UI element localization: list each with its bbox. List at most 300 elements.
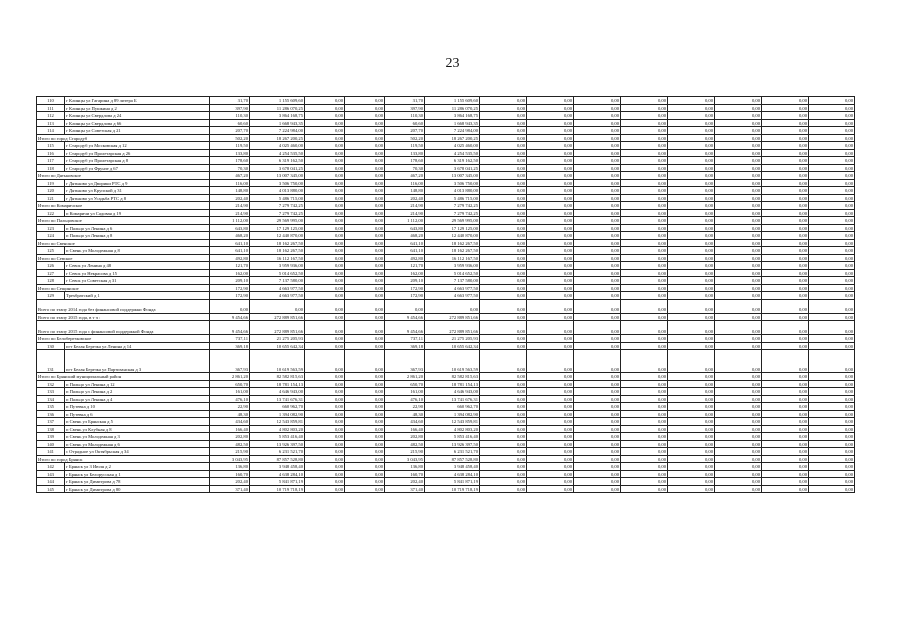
value-cell: 0,00 [715,410,762,418]
value-cell: 116,00 [385,179,425,187]
value-cell: 0,00 [345,410,385,418]
value-cell: 0,00 [480,217,527,225]
value-cell: 0,00 [305,277,345,285]
value-cell: 0,00 [574,164,621,172]
value-cell: 0,00 [762,440,809,448]
value-cell: 17 129 125,00 [425,224,480,232]
value-cell: 0,00 [809,179,855,187]
value-cell: 10 719 718,19 [250,485,305,493]
address-cell: г Севск ул Некрасова д 15 [65,269,210,277]
value-cell: 0,00 [574,299,621,313]
value-cell: 0,00 [715,284,762,292]
value-cell: 161,00 [385,388,425,396]
value-cell: 172,90 [210,284,250,292]
value-cell: 0,00 [715,254,762,262]
value-cell: 0,00 [668,485,715,493]
value-cell: 0,00 [621,157,668,165]
value-cell: 0,00 [527,217,574,225]
value-cell: 371,40 [210,485,250,493]
value-cell: 0,00 [715,350,762,373]
row-number: 114 [37,127,65,135]
value-cell: 0,00 [762,292,809,300]
value-cell: 70,30 [385,164,425,172]
value-cell: 0,00 [345,262,385,270]
value-cell: 0,00 [527,470,574,478]
subtotal-label: Итого по Белоберезковское [37,335,210,343]
value-cell: 0,00 [345,380,385,388]
value-cell: 0,00 [574,403,621,411]
value-cell: 178,60 [385,157,425,165]
value-cell: 0,00 [809,127,855,135]
value-cell: 0,00 [574,247,621,255]
value-cell: 9 454,66 [385,313,425,321]
value-cell: 0,00 [574,380,621,388]
value-cell: 0,00 [809,194,855,202]
value-cell: 0,00 [480,299,527,313]
address-cell: пгт Белая Березка ул Партизанская д 3 [65,350,210,373]
value-cell: 0,00 [480,380,527,388]
value-cell: 0,00 [668,418,715,426]
value-cell: 0,00 [574,342,621,350]
value-cell: 1 155 609,60 [250,97,305,105]
subtotal-row [37,455,855,463]
value-cell: 0,00 [574,194,621,202]
value-cell: 0,00 [574,335,621,343]
value-cell: 4 638 284,10 [425,470,480,478]
value-cell: 0,00 [668,217,715,225]
value-cell: 7 279 742,25 [425,209,480,217]
value-cell: 0,00 [762,321,809,335]
address-cell: п Путевка д 10 [65,403,210,411]
value-cell: 18 162 267,50 [425,247,480,255]
value-cell: 0,00 [345,217,385,225]
value-cell: 0,00 [345,172,385,180]
value-cell: 4 646 943,00 [425,388,480,396]
subtotal-row [37,134,855,142]
value-cell: 0,00 [480,142,527,150]
value-cell: 0,00 [480,157,527,165]
table-row [37,247,855,255]
value-cell: 0,00 [345,269,385,277]
table-row [37,164,855,172]
value-cell: 0,00 [668,478,715,486]
value-cell: 0,00 [305,292,345,300]
value-cell: 0,00 [809,425,855,433]
value-cell: 0,00 [305,254,345,262]
value-cell: 1 112,00 [385,217,425,225]
value-cell: 0,00 [574,350,621,373]
value-cell: 0,00 [809,440,855,448]
value-cell: 0,00 [809,254,855,262]
value-cell: 0,00 [715,217,762,225]
value-cell: 136,80 [385,463,425,471]
table-row [37,425,855,433]
value-cell: 0,00 [762,209,809,217]
value-cell: 18 162 267,50 [425,239,480,247]
table-row [37,470,855,478]
value-cell: 0,00 [574,127,621,135]
value-cell: 0,00 [668,157,715,165]
value-cell: 0,00 [574,313,621,321]
value-cell: 116,00 [210,179,250,187]
value-cell: 0,00 [715,388,762,396]
value-cell: 133,80 [210,149,250,157]
value-cell: 0,00 [668,232,715,240]
value-cell: 0,00 [385,299,425,313]
value-cell: 0,00 [668,313,715,321]
value-cell: 0,00 [480,470,527,478]
value-cell: 10 655 642,34 [425,342,480,350]
value-cell: 4 663 977,50 [250,292,305,300]
value-cell: 0,00 [345,485,385,493]
value-cell: 3 506 750,00 [250,179,305,187]
value-cell: 0,00 [809,157,855,165]
table-row [37,388,855,396]
value-cell: 0,00 [621,380,668,388]
value-cell: 367,93 [210,350,250,373]
value-cell: 0,00 [345,440,385,448]
value-cell: 0,00 [345,209,385,217]
value-cell: 0,00 [668,224,715,232]
value-cell: 0,00 [480,277,527,285]
value-cell: 148,80 [210,187,250,195]
value-cell: 0,00 [621,202,668,210]
value-cell: 0,00 [527,209,574,217]
value-cell: 0,00 [480,418,527,426]
value-cell: 10 619 563,59 [425,350,480,373]
value-cell: 0,00 [480,112,527,120]
value-cell: 0,00 [762,373,809,381]
value-cell: 0,00 [621,342,668,350]
value-cell: 9 454,66 [385,321,425,335]
value-cell: 0,00 [574,217,621,225]
value-cell: 1 394 082,90 [425,410,480,418]
table-row [37,269,855,277]
value-cell: 0,00 [345,335,385,343]
value-cell: 0,00 [809,395,855,403]
value-cell: 468,20 [210,232,250,240]
subtotal-row [37,321,855,335]
subtotal-row [37,239,855,247]
value-cell: 0,00 [480,164,527,172]
value-cell: 0,00 [809,478,855,486]
value-cell: 0,00 [305,224,345,232]
value-cell: 0,00 [305,112,345,120]
value-cell: 0,00 [480,433,527,441]
address-cell: Трехбратский д 1 [65,292,210,300]
table-row [37,224,855,232]
value-cell: 0,00 [305,134,345,142]
value-cell: 0,00 [715,448,762,456]
value-cell: 18 781 154,13 [425,380,480,388]
value-cell: 21 275 205,93 [250,335,305,343]
value-cell: 0,00 [345,388,385,396]
value-cell: 0,00 [480,187,527,195]
value-cell: 0,00 [715,425,762,433]
value-cell: 0,00 [715,455,762,463]
value-cell: 0,00 [527,321,574,335]
value-cell: 0,00 [668,254,715,262]
value-cell: 0,00 [668,350,715,373]
value-cell: 0,00 [345,149,385,157]
value-cell: 60,60 [210,119,250,127]
value-cell: 0,00 [345,470,385,478]
value-cell: 0,00 [621,142,668,150]
value-cell: 0,00 [715,232,762,240]
value-cell: 0,00 [715,342,762,350]
value-cell: 0,00 [762,299,809,313]
value-cell: 0,00 [809,388,855,396]
value-cell: 0,00 [621,269,668,277]
value-cell: 0,00 [621,254,668,262]
row-number: 138 [37,425,65,433]
value-cell: 0,00 [668,112,715,120]
value-cell: 0,00 [345,425,385,433]
value-cell: 0,00 [305,284,345,292]
value-cell: 482,50 [210,440,250,448]
value-cell: 0,00 [480,134,527,142]
value-cell: 0,00 [574,134,621,142]
value-cell: 12 543 859,81 [250,418,305,426]
value-cell: 0,00 [345,254,385,262]
row-number: 136 [37,410,65,418]
value-cell: 0,00 [668,127,715,135]
subtotal-row [37,172,855,180]
value-cell: 502,20 [210,134,250,142]
value-cell: 207,70 [385,127,425,135]
value-cell: 82 582 815,63 [250,373,305,381]
value-cell: 209,10 [385,277,425,285]
value-cell: 0,00 [527,292,574,300]
value-cell: 0,00 [762,463,809,471]
row-number: 123 [37,224,65,232]
value-cell: 13 741 676,31 [425,395,480,403]
address-cell: п Комаричи ул Садовая д 19 [65,209,210,217]
value-cell: 467,20 [210,172,250,180]
value-cell: 0,00 [305,127,345,135]
value-cell: 0,00 [305,403,345,411]
value-cell: 0,00 [762,172,809,180]
value-cell: 0,00 [715,313,762,321]
value-cell: 0,00 [762,254,809,262]
value-cell: 0,00 [715,157,762,165]
value-cell: 0,00 [305,269,345,277]
value-cell: 650,70 [210,380,250,388]
value-cell: 0,00 [809,149,855,157]
value-cell: 13 741 676,31 [250,395,305,403]
subtotal-label: Итого по Комаричское [37,202,210,210]
value-cell: 0,00 [762,335,809,343]
address-cell: п Путевка д 6 [65,410,210,418]
value-cell: 0,00 [621,313,668,321]
address-cell: г Клинцы ул Советская д 21 [65,127,210,135]
value-cell: 148,80 [385,187,425,195]
value-cell: 0,00 [809,269,855,277]
value-cell: 0,00 [574,262,621,270]
value-cell: 0,00 [345,284,385,292]
value-cell: 367,93 [385,350,425,373]
value-cell: 0,00 [809,247,855,255]
value-cell: 0,00 [527,134,574,142]
value-cell: 0,00 [715,224,762,232]
value-cell: 0,00 [668,342,715,350]
value-cell: 0,00 [527,299,574,313]
value-cell: 0,00 [345,350,385,373]
value-cell: 641,10 [385,247,425,255]
value-cell: 0,00 [345,277,385,285]
value-cell: 0,00 [527,350,574,373]
value-cell: 18 162 267,50 [250,239,305,247]
subtotal-row [37,284,855,292]
value-cell: 0,00 [305,418,345,426]
value-cell: 207,70 [210,127,250,135]
value-cell: 0,00 [621,209,668,217]
value-cell: 0,00 [574,470,621,478]
address-cell: г Клинцы ул Гагарина д 89 литера Б [65,97,210,105]
value-cell: 0,00 [345,127,385,135]
value-cell: 0,00 [305,410,345,418]
value-cell: 0,00 [480,127,527,135]
value-cell: 0,00 [668,335,715,343]
value-cell: 0,00 [480,373,527,381]
value-cell: 0,00 [809,299,855,313]
value-cell: 643,80 [210,224,250,232]
value-cell: 4 663 977,50 [425,284,480,292]
table-row [37,157,855,165]
value-cell: 0,00 [762,179,809,187]
value-cell: 0,00 [527,463,574,471]
value-cell: 0,00 [527,440,574,448]
row-number: 134 [37,395,65,403]
value-cell: 0,00 [809,224,855,232]
value-cell: 0,00 [574,373,621,381]
value-cell: 0,00 [345,455,385,463]
value-cell: 641,10 [385,239,425,247]
value-cell: 0,00 [574,172,621,180]
value-cell: 5 853 416,40 [425,433,480,441]
subtotal-row [37,313,855,321]
value-cell: 0,00 [480,485,527,493]
row-number: 121 [37,194,65,202]
value-cell: 0,00 [809,97,855,105]
value-cell: 0,00 [305,149,345,157]
row-number: 137 [37,418,65,426]
value-cell: 0,00 [305,209,345,217]
row-number: 113 [37,119,65,127]
subtotal-label: Итого по Дятьковское [37,172,210,180]
value-cell: 22,90 [210,403,250,411]
value-cell: 0,00 [762,202,809,210]
value-cell: 0,00 [762,127,809,135]
table-row [37,262,855,270]
value-cell: 0,00 [715,97,762,105]
value-cell: 7 279 742,25 [250,202,305,210]
value-cell: 4 646 943,00 [250,388,305,396]
value-cell: 4 013 880,00 [250,187,305,195]
value-cell: 0,00 [621,239,668,247]
table-row [37,232,855,240]
value-cell: 0,00 [715,299,762,313]
value-cell: 0,00 [668,380,715,388]
value-cell: 4 025 460,00 [425,142,480,150]
value-cell: 5 486 715,00 [425,194,480,202]
value-cell: 0,00 [621,455,668,463]
value-cell: 0,00 [762,277,809,285]
value-cell: 492,80 [385,254,425,262]
value-cell: 0,00 [345,463,385,471]
value-cell: 0,00 [668,97,715,105]
value-cell: 7 224 984,00 [425,127,480,135]
table-row [37,380,855,388]
value-cell: 0,00 [574,448,621,456]
value-cell: 0,00 [574,269,621,277]
value-cell: 0,00 [668,277,715,285]
value-cell: 5 853 416,40 [250,433,305,441]
address-cell: п Пальцо ул Ленина д 8 [65,232,210,240]
value-cell: 0,00 [621,127,668,135]
subtotal-row [37,202,855,210]
value-cell: 0,00 [762,485,809,493]
value-cell: 0,00 [809,403,855,411]
value-cell: 0,00 [480,395,527,403]
value-cell: 0,00 [305,433,345,441]
value-cell: 0,00 [809,277,855,285]
value-cell: 0,00 [480,254,527,262]
value-cell: 0,00 [574,119,621,127]
row-number: 140 [37,440,65,448]
value-cell: 13 007 345,00 [250,172,305,180]
value-cell: 0,00 [809,335,855,343]
value-cell: 0,00 [762,470,809,478]
value-cell: 0,00 [809,380,855,388]
value-cell: 0,00 [621,292,668,300]
value-cell: 0,00 [809,209,855,217]
table-row [37,112,855,120]
value-cell: 0,00 [480,194,527,202]
table-row [37,350,855,373]
value-cell: 1 112,00 [210,217,250,225]
value-cell: 0,00 [715,112,762,120]
value-cell: 0,00 [621,262,668,270]
table-row [37,448,855,456]
value-cell: 0,00 [574,284,621,292]
value-cell: 0,00 [480,179,527,187]
value-cell: 0,00 [527,373,574,381]
value-cell: 0,00 [715,292,762,300]
register-table-container [36,96,854,493]
value-cell: 4 638 284,10 [250,470,305,478]
subtotal-row [37,217,855,225]
value-cell: 0,00 [574,232,621,240]
table-row [37,97,855,105]
value-cell: 660 962,70 [250,403,305,411]
value-cell: 4 013 880,00 [425,187,480,195]
value-cell: 0,00 [809,455,855,463]
table-row [37,127,855,135]
value-cell: 272 889 851,66 [250,321,305,335]
value-cell: 737,11 [385,335,425,343]
value-cell: 3 948 458,40 [425,463,480,471]
value-cell: 0,00 [715,440,762,448]
row-number: 129 [37,292,65,300]
subtotal-label: Итого по Брянский муниципальный район [37,373,210,381]
table-row [37,485,855,493]
value-cell: 0,00 [715,187,762,195]
value-cell: 0,00 [345,448,385,456]
value-cell: 209,10 [210,277,250,285]
value-cell: 0,00 [621,395,668,403]
value-cell: 0,00 [809,142,855,150]
